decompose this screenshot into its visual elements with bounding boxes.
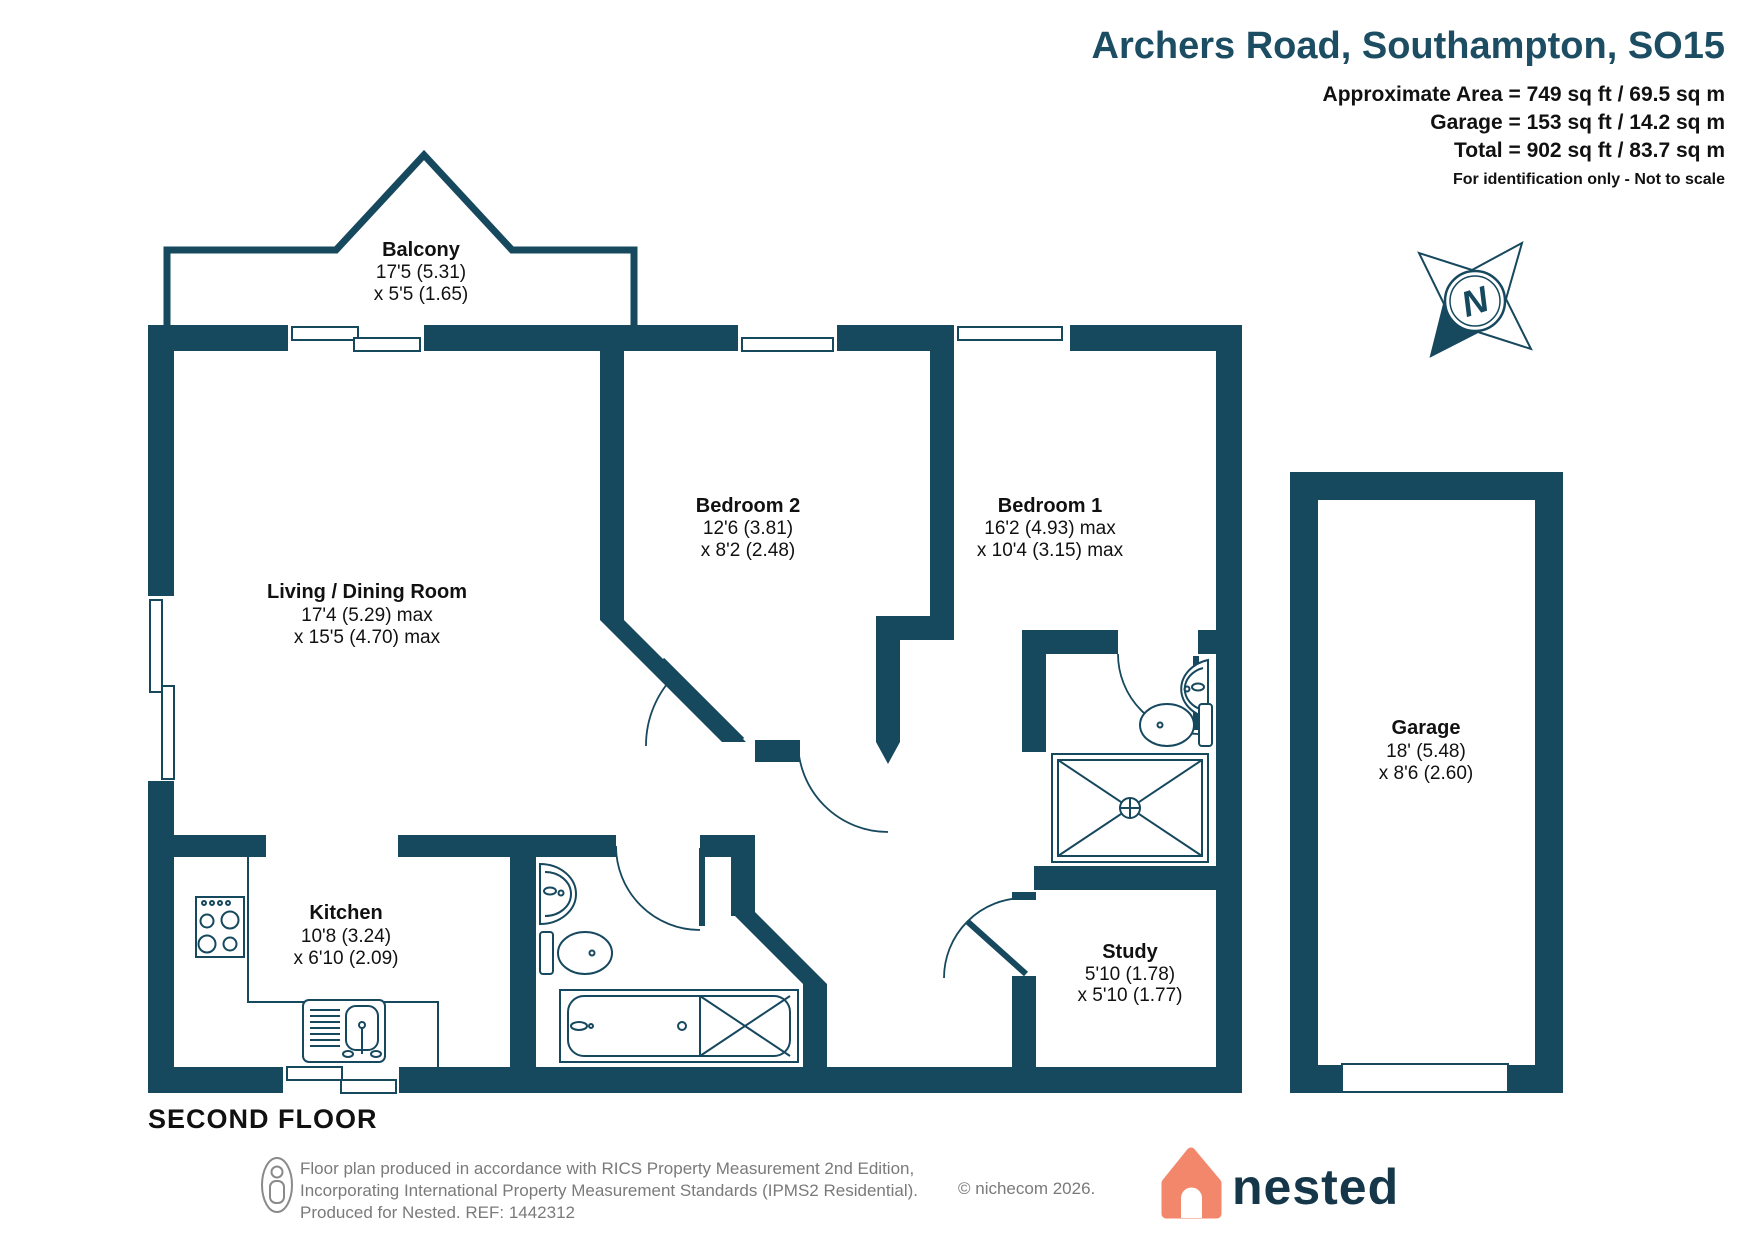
total-area: Total = 902 sq ft / 83.7 sq m bbox=[1454, 139, 1725, 162]
study-dim2: x 5'10 (1.77) bbox=[1077, 985, 1183, 1006]
balcony-dim1: 17'5 (5.31) bbox=[375, 262, 467, 283]
garage-dim1: 18' (5.48) bbox=[1386, 741, 1466, 762]
window-top-balcony-door bbox=[288, 325, 424, 351]
garage-door bbox=[1318, 1060, 1535, 1096]
bedroom1-name: Bedroom 1 bbox=[997, 495, 1103, 517]
bedroom1-dim2: x 10'4 (3.15) max bbox=[976, 540, 1124, 561]
study-dim1: 5'10 (1.78) bbox=[1084, 964, 1176, 985]
balcony-name: Balcony bbox=[382, 239, 460, 261]
approximate-area: Approximate Area = 749 sq ft / 69.5 sq m bbox=[1322, 83, 1725, 106]
nested-logo bbox=[1166, 1152, 1399, 1218]
disclaimer-line3: Produced for Nested. REF: 1442312 bbox=[300, 1203, 575, 1222]
bedroom2-dim1: 12'6 (3.81) bbox=[702, 518, 794, 539]
room-label-study bbox=[1077, 941, 1182, 1006]
ensuite-toilet-icon bbox=[1140, 704, 1212, 746]
living-name: Living / Dining Room bbox=[267, 581, 467, 603]
garage-name: Garage bbox=[1391, 717, 1461, 739]
room-label-bedroom1 bbox=[977, 495, 1124, 561]
living-dim1: 17'4 (5.29) max bbox=[301, 605, 433, 626]
disclaimer-line2: Incorporating International Property Measurement Standards (IPMS2 Residential). bbox=[300, 1181, 918, 1200]
shower-tray-icon bbox=[1052, 754, 1208, 862]
nested-wordmark: nested bbox=[1232, 1159, 1400, 1215]
bathroom-sink-icon bbox=[540, 864, 576, 924]
nested-house-arch bbox=[1181, 1188, 1202, 1219]
room-label-bedroom2 bbox=[696, 495, 800, 561]
window-bedroom1 bbox=[954, 325, 1070, 351]
bedroom2-dim2: x 8'2 (2.48) bbox=[700, 540, 796, 561]
balcony-dim2: x 5'5 (1.65) bbox=[373, 284, 469, 305]
scale-note: For identification only - Not to scale bbox=[1452, 171, 1725, 188]
study-name: Study bbox=[1102, 941, 1158, 963]
window-living-left bbox=[148, 596, 174, 781]
floor-label: SECOND FLOOR bbox=[148, 1104, 378, 1134]
copyright-text: © nichecom 2026. bbox=[958, 1179, 1096, 1198]
disclaimer-line1: Floor plan produced in accordance with RICS Property Measurement 2nd Edition, bbox=[300, 1159, 915, 1178]
page-title: Archers Road, Southampton, SO15 bbox=[1091, 25, 1725, 67]
living-dim2: x 15'5 (4.70) max bbox=[293, 627, 441, 648]
kitchen-dim2: x 6'10 (2.09) bbox=[293, 948, 399, 969]
window-kitchen-bottom bbox=[283, 1067, 399, 1093]
room-label-balcony bbox=[374, 239, 468, 305]
bedroom1-dim1: 16'2 (4.93) max bbox=[984, 518, 1116, 539]
door-study bbox=[944, 898, 1026, 978]
kitchen-name: Kitchen bbox=[309, 902, 383, 924]
door-bathroom bbox=[616, 846, 702, 930]
hob-icon bbox=[196, 897, 244, 957]
bathtub-icon bbox=[560, 990, 798, 1062]
window-bedroom2 bbox=[738, 325, 837, 351]
kitchen-sink-icon bbox=[303, 1000, 385, 1062]
person-icon bbox=[262, 1158, 292, 1212]
room-label-kitchen bbox=[293, 902, 398, 969]
garage-area: Garage = 153 sq ft / 14.2 sq m bbox=[1430, 111, 1725, 134]
compass-icon bbox=[1419, 243, 1531, 356]
door-bedroom1 bbox=[798, 742, 888, 832]
room-label-living bbox=[267, 581, 467, 648]
bathroom-toilet-icon bbox=[540, 932, 612, 974]
compass-north-label: N bbox=[1456, 278, 1494, 326]
bedroom2-name: Bedroom 2 bbox=[695, 495, 801, 517]
garage-dim2: x 8'6 (2.60) bbox=[1378, 763, 1474, 784]
kitchen-dim1: 10'8 (3.24) bbox=[300, 926, 392, 947]
room-label-garage bbox=[1379, 717, 1473, 784]
